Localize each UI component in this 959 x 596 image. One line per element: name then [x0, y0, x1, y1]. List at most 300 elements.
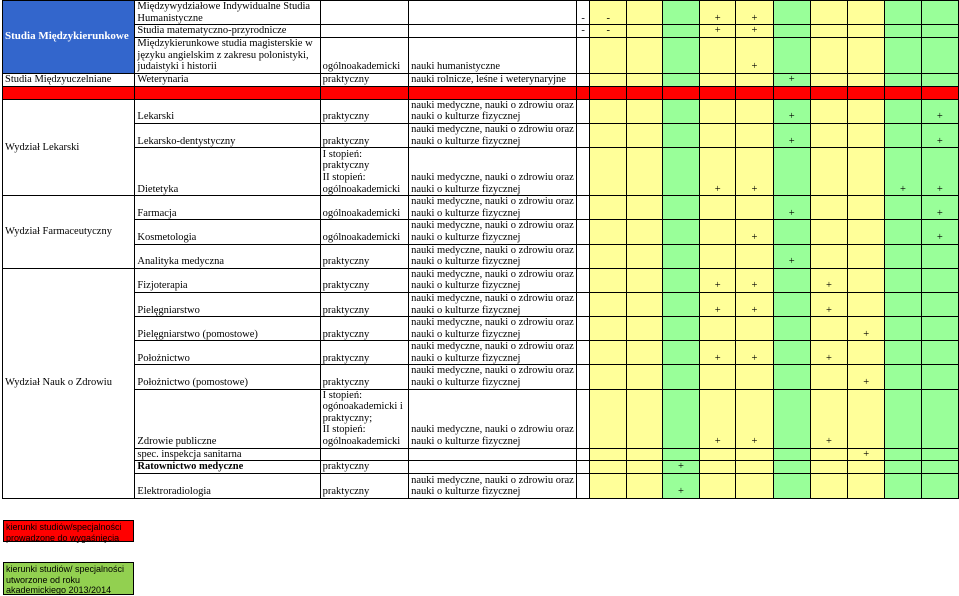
program-profile-line: I stopień:: [322, 148, 362, 160]
mark-cell: [848, 1, 885, 25]
mark-cell: [700, 123, 736, 147]
program-name-line: Lekarsko-dentystyczny: [137, 135, 236, 147]
mark-cell: [921, 292, 958, 316]
program-domain-line: nauki medyczne, nauki o zdrowiu oraz: [411, 99, 574, 111]
program-profile-line: praktyczny;: [322, 412, 373, 424]
program-domain: [409, 86, 577, 99]
mark-cell: [810, 220, 847, 244]
program-name-line: spec. inspekcja sanitarna: [137, 448, 242, 460]
program-domain: [409, 473, 577, 498]
mark-cell: [885, 448, 921, 461]
extra-cell: [576, 317, 590, 341]
program-domain: [409, 341, 577, 365]
mark-cell: +: [662, 461, 699, 474]
mark-cell: [848, 196, 885, 220]
mark-cell: [921, 365, 958, 389]
program-name: [135, 37, 320, 73]
mark-cell: [662, 1, 699, 25]
program-domain: [409, 448, 577, 461]
mark-cell: [848, 292, 885, 316]
mark-cell: [921, 389, 958, 448]
program-domain-line: nauki medyczne, nauki o zdrowiu oraz: [411, 474, 574, 486]
mark-cell: [848, 73, 885, 86]
program-name: [135, 1, 320, 25]
mark-cell: [848, 389, 885, 448]
program-domain: [409, 73, 577, 86]
program-domain-line: nauki medyczne, nauki o zdrowiu oraz: [411, 424, 574, 436]
mark-cell: +: [773, 196, 810, 220]
program-profile-line: ogólnoakademicki: [322, 61, 401, 73]
mark-cell: [848, 37, 885, 73]
program-profile: [320, 461, 408, 474]
extra-cell: [576, 389, 590, 448]
program-profile: [320, 220, 408, 244]
extra-cell: [576, 341, 590, 365]
program-domain: [409, 25, 577, 38]
extra-cell: [576, 86, 590, 99]
mark-cell: +: [810, 268, 847, 292]
program-name-line: Elektroradiologia: [137, 486, 211, 498]
program-profile-line: I stopień:: [322, 389, 362, 401]
program-domain: [409, 1, 577, 25]
mark-cell: [848, 473, 885, 498]
program-name-line: Farmacja: [137, 207, 177, 219]
program-name-line: Fizjoterapia: [137, 280, 188, 292]
mark-cell: [848, 244, 885, 268]
mark-cell: +: [736, 292, 773, 316]
mark-cell: [810, 244, 847, 268]
legend-discontinued: [3, 520, 134, 542]
program-profile-line: ogólnoakademicki: [322, 207, 401, 219]
program-name-line: Międzykierunkowe studia magisterskie w: [137, 38, 313, 49]
program-domain: [409, 220, 577, 244]
program-profile-line: praktyczny: [322, 304, 370, 316]
mark-cell: [627, 292, 663, 316]
mark-cell: +: [921, 99, 958, 123]
mark-cell: +: [700, 1, 736, 25]
mark-cell: [627, 268, 663, 292]
program-profile-line: praktyczny: [322, 111, 370, 123]
unit-wydzial-lekarski: Wydział Lekarski: [3, 99, 135, 195]
mark-cell: [627, 317, 663, 341]
mark-cell: +: [848, 448, 885, 461]
mark-cell: [662, 37, 699, 73]
program-name-line: Kosmetologia: [137, 231, 197, 243]
mark-cell: [885, 25, 921, 38]
mark-cell: [885, 37, 921, 73]
mark-cell: [736, 365, 773, 389]
mark-cell: [662, 341, 699, 365]
mark-cell: [590, 317, 627, 341]
program-name: [135, 148, 320, 196]
mark-cell: [810, 73, 847, 86]
mark-cell: [662, 292, 699, 316]
program-name: [135, 244, 320, 268]
program-name-line: Analityka medyczna: [137, 256, 225, 268]
mark-cell: +: [736, 268, 773, 292]
program-name: [135, 365, 320, 389]
mark-cell: [627, 461, 663, 474]
mark-cell: [848, 86, 885, 99]
mark-cell: [590, 365, 627, 389]
mark-cell: [810, 365, 847, 389]
program-name: [135, 196, 320, 220]
mark-cell: [736, 196, 773, 220]
program-domain-line: nauki medyczne, nauki o zdrowiu oraz: [411, 268, 574, 280]
mark-cell: [848, 148, 885, 196]
mark-cell: [627, 365, 663, 389]
mark-cell: [921, 448, 958, 461]
mark-cell: [736, 317, 773, 341]
program-name: [135, 448, 320, 461]
mark-cell: [700, 196, 736, 220]
mark-cell: +: [921, 148, 958, 196]
mark-cell: +: [810, 341, 847, 365]
mark-cell: [590, 37, 627, 73]
program-profile-line: II stopień:: [322, 424, 366, 436]
program-name-line: Pielęgniarstwo: [137, 304, 200, 316]
program-domain-line: nauki o kulturze fizycznej: [411, 377, 521, 389]
mark-cell: [921, 461, 958, 474]
program-name: [135, 268, 320, 292]
legend-new-text: kierunki studiów/ specjalności utworzone od roku akademickiego 2013/2014: [6, 564, 125, 595]
mark-cell: [773, 25, 810, 38]
mark-cell: [848, 268, 885, 292]
extra-cell: [576, 73, 590, 86]
mark-cell: [885, 244, 921, 268]
program-domain-line: nauki o kulturze fizycznej: [411, 256, 521, 268]
program-domain-line: nauki medyczne, nauki o zdrowiu oraz: [411, 196, 574, 208]
program-name: [135, 461, 320, 474]
mark-cell: [627, 448, 663, 461]
table-row: [3, 37, 959, 73]
extra-cell: [576, 196, 590, 220]
mark-cell: [810, 461, 847, 474]
program-domain: [409, 37, 577, 73]
mark-cell: [921, 86, 958, 99]
extra-cell: -: [576, 1, 590, 25]
mark-cell: [921, 73, 958, 86]
mark-cell: +: [921, 220, 958, 244]
program-profile: [320, 99, 408, 123]
program-domain-line: nauki humanistyczne: [411, 61, 501, 73]
mark-cell: +: [700, 389, 736, 448]
program-profile-line: praktyczny: [322, 256, 370, 268]
mark-cell: +: [921, 123, 958, 147]
program-name: [135, 73, 320, 86]
mark-cell: [736, 123, 773, 147]
program-profile-line: ogólnoakademicki: [322, 183, 401, 195]
extra-cell: [576, 292, 590, 316]
program-domain-line: nauki medyczne, nauki o zdrowiu oraz: [411, 317, 574, 329]
program-name: [135, 389, 320, 448]
program-profile: [320, 389, 408, 448]
program-name-line: Położnictwo (pomostowe): [137, 377, 248, 389]
mark-cell: [921, 268, 958, 292]
mark-cell: +: [700, 148, 736, 196]
mark-cell: +: [773, 99, 810, 123]
mark-cell: +: [700, 341, 736, 365]
extra-cell: [576, 244, 590, 268]
mark-cell: [810, 148, 847, 196]
mark-cell: [662, 220, 699, 244]
mark-cell: [810, 99, 847, 123]
mark-cell: [848, 461, 885, 474]
program-domain-line: nauki o kulturze fizycznej: [411, 135, 521, 147]
mark-cell: [590, 448, 627, 461]
table-row: [3, 448, 959, 461]
table-row: [3, 292, 959, 316]
program-profile: [320, 73, 408, 86]
program-name-line: Lekarski: [137, 111, 175, 123]
mark-cell: [590, 73, 627, 86]
mark-cell: [627, 244, 663, 268]
mark-cell: [885, 473, 921, 498]
mark-cell: [773, 461, 810, 474]
table-row: [3, 244, 959, 268]
program-profile-line: praktyczny: [322, 160, 370, 172]
program-profile-line: praktyczny: [322, 280, 370, 292]
mark-cell: +: [736, 220, 773, 244]
program-profile: [320, 244, 408, 268]
program-profile: [320, 292, 408, 316]
mark-cell: [773, 292, 810, 316]
mark-cell: [662, 389, 699, 448]
table-row: [3, 123, 959, 147]
studies-header: Studia Międzykierunkowe: [3, 1, 135, 74]
mark-cell: [700, 37, 736, 73]
program-profile-line: praktyczny: [322, 352, 370, 364]
mark-cell: [662, 73, 699, 86]
program-profile: [320, 148, 408, 196]
mark-cell: [885, 220, 921, 244]
mark-cell: [627, 389, 663, 448]
extra-cell: [576, 268, 590, 292]
table-row: [3, 1, 959, 25]
mark-cell: [590, 292, 627, 316]
program-profile: [320, 86, 408, 99]
mark-cell: [921, 1, 958, 25]
program-name-line: Humanistyczne: [137, 12, 203, 24]
mark-cell: [590, 341, 627, 365]
program-name: [135, 25, 320, 38]
program-profile-line: praktyczny: [322, 135, 370, 147]
program-domain: [409, 244, 577, 268]
mark-cell: [590, 244, 627, 268]
mark-cell: [627, 99, 663, 123]
mark-cell: [773, 473, 810, 498]
mark-cell: [885, 389, 921, 448]
table-row: [3, 220, 959, 244]
program-name: [135, 292, 320, 316]
mark-cell: [662, 317, 699, 341]
program-profile: [320, 123, 408, 147]
program-name: [135, 473, 320, 498]
mark-cell: [773, 37, 810, 73]
mark-cell: [885, 1, 921, 25]
mark-cell: [627, 473, 663, 498]
mark-cell: [627, 37, 663, 73]
program-domain-line: nauki o kulturze fizycznej: [411, 328, 521, 340]
mark-cell: [921, 244, 958, 268]
program-name-line: Międzywydziałowe Indywidualne Studia: [137, 1, 311, 12]
table-row: [3, 365, 959, 389]
unit-studia-miedzyuczelniane: Studia Międzyuczelniane: [3, 73, 135, 86]
program-domain: [409, 99, 577, 123]
program-profile: [320, 341, 408, 365]
mark-cell: [848, 220, 885, 244]
table-row: [3, 148, 959, 196]
program-name: [135, 341, 320, 365]
table-row: [3, 86, 959, 99]
mark-cell: +: [773, 123, 810, 147]
mark-cell: [627, 123, 663, 147]
mark-cell: [662, 148, 699, 196]
program-profile: [320, 1, 408, 25]
mark-cell: [662, 123, 699, 147]
extra-cell: [576, 37, 590, 73]
program-name-line: Zdrowie publiczne: [137, 436, 217, 448]
mark-cell: +: [921, 196, 958, 220]
mark-cell: [627, 341, 663, 365]
program-name-line: Ratownictwo medyczne: [137, 461, 244, 473]
mark-cell: +: [736, 148, 773, 196]
mark-cell: [700, 473, 736, 498]
mark-cell: +: [700, 25, 736, 38]
mark-cell: [590, 473, 627, 498]
mark-cell: [590, 86, 627, 99]
program-domain: [409, 123, 577, 147]
table-row: [3, 268, 959, 292]
program-profile-line: praktyczny: [322, 377, 370, 389]
program-domain-line: nauki o kulturze fizycznej: [411, 183, 521, 195]
legend-new-2013: [3, 562, 134, 595]
mark-cell: +: [848, 365, 885, 389]
mark-cell: [627, 1, 663, 25]
programs-table: [2, 0, 959, 499]
mark-cell: [700, 73, 736, 86]
program-domain-line: nauki medyczne, nauki o zdrowiu oraz: [411, 365, 574, 377]
mark-cell: +: [810, 292, 847, 316]
mark-cell: [590, 268, 627, 292]
mark-cell: [885, 365, 921, 389]
mark-cell: [921, 25, 958, 38]
mark-cell: [773, 86, 810, 99]
table-row: [3, 196, 959, 220]
mark-cell: [700, 244, 736, 268]
program-domain-line: nauki medyczne, nauki o zdrowiu oraz: [411, 171, 574, 183]
mark-cell: [848, 123, 885, 147]
mark-cell: [736, 461, 773, 474]
mark-cell: [885, 292, 921, 316]
program-name-line: Pielęgniarstwo (pomostowe): [137, 328, 258, 340]
mark-cell: [773, 448, 810, 461]
mark-cell: [736, 86, 773, 99]
program-domain-line: nauki medyczne, nauki o zdrowiu oraz: [411, 341, 574, 353]
mark-cell: [736, 473, 773, 498]
mark-cell: [773, 268, 810, 292]
unit-collegium-medicum: Collegium Medicum: [3, 86, 135, 99]
table-row: [3, 25, 959, 38]
program-domain: [409, 461, 577, 474]
mark-cell: [810, 196, 847, 220]
mark-cell: [662, 86, 699, 99]
mark-cell: [885, 123, 921, 147]
program-domain: [409, 196, 577, 220]
mark-cell: [848, 25, 885, 38]
mark-cell: [773, 341, 810, 365]
program-profile: [320, 317, 408, 341]
mark-cell: [590, 389, 627, 448]
program-profile: [320, 37, 408, 73]
program-domain-line: nauki o kulturze fizycznej: [411, 486, 521, 498]
unit-wydzial-nauk-o-zdrowiu: Wydział Nauk o Zdrowiu: [3, 268, 135, 498]
mark-cell: [627, 73, 663, 86]
program-name: [135, 86, 320, 99]
program-domain: [409, 268, 577, 292]
program-domain: [409, 292, 577, 316]
mark-cell: [700, 461, 736, 474]
mark-cell: [700, 220, 736, 244]
mark-cell: [736, 73, 773, 86]
mark-cell: [810, 123, 847, 147]
mark-cell: [590, 123, 627, 147]
mark-cell: [700, 99, 736, 123]
mark-cell: [773, 317, 810, 341]
mark-cell: -: [590, 1, 627, 25]
program-domain-line: nauki medyczne, nauki o zdrowiu oraz: [411, 123, 574, 135]
program-profile: [320, 365, 408, 389]
mark-cell: +: [773, 73, 810, 86]
table-row: [3, 317, 959, 341]
mark-cell: +: [736, 1, 773, 25]
mark-cell: +: [736, 341, 773, 365]
mark-cell: [773, 220, 810, 244]
table-row: [3, 341, 959, 365]
program-domain: [409, 317, 577, 341]
program-domain: [409, 365, 577, 389]
program-profile-line: ogólnoakademicki: [322, 231, 401, 243]
mark-cell: [810, 317, 847, 341]
mark-cell: [662, 244, 699, 268]
mark-cell: [662, 448, 699, 461]
mark-cell: [590, 196, 627, 220]
program-name-line: judaistyki i historii: [137, 61, 217, 73]
mark-cell: [921, 37, 958, 73]
program-profile-line: praktyczny: [322, 486, 370, 498]
mark-cell: +: [773, 244, 810, 268]
mark-cell: [773, 389, 810, 448]
program-name-line: Dietetyka: [137, 183, 179, 195]
mark-cell: [736, 448, 773, 461]
mark-cell: [773, 148, 810, 196]
unit-wydzial-farmaceutyczny: Wydział Farmaceutyczny: [3, 196, 135, 269]
mark-cell: +: [700, 292, 736, 316]
program-profile: [320, 268, 408, 292]
program-name: [135, 123, 320, 147]
program-profile-line: II stopień:: [322, 171, 366, 183]
program-domain-line: nauki medyczne, nauki o zdrowiu oraz: [411, 220, 574, 232]
extra-cell: [576, 448, 590, 461]
mark-cell: [848, 99, 885, 123]
mark-cell: [810, 1, 847, 25]
mark-cell: [700, 448, 736, 461]
program-profile-line: ogólnoakademicki: [322, 436, 401, 448]
mark-cell: [736, 244, 773, 268]
mark-cell: [885, 196, 921, 220]
program-name: [135, 317, 320, 341]
program-name: [135, 220, 320, 244]
